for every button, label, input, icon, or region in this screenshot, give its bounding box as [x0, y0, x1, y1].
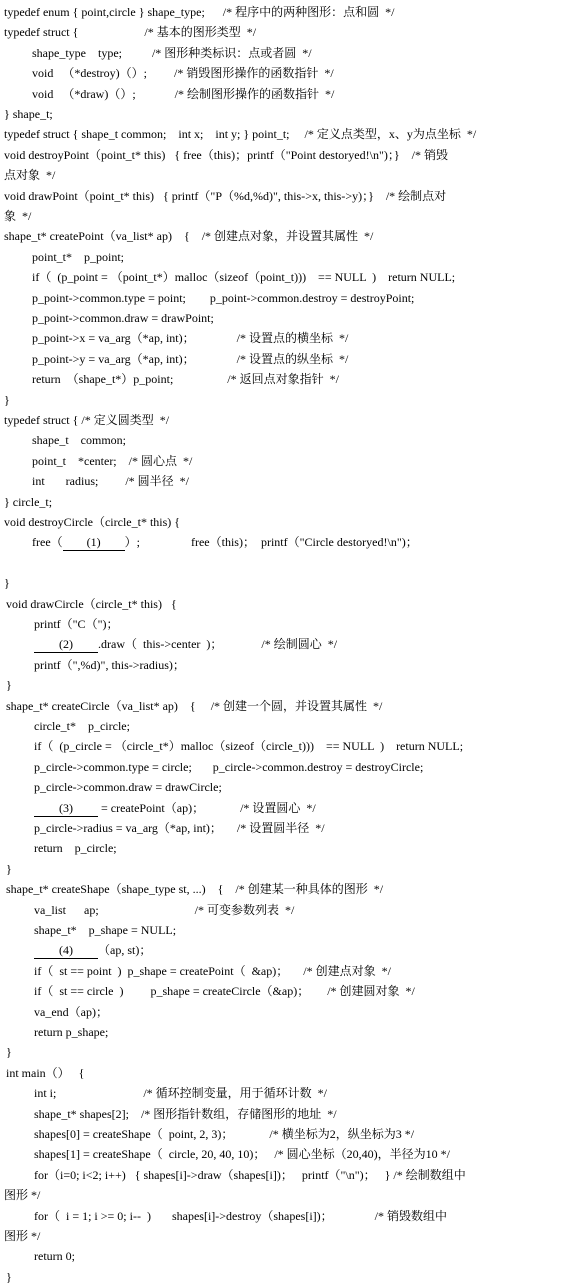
code-line — [0, 634, 568, 654]
code-text: typedef struct { /* 基本的图形类型 */ — [4, 25, 257, 40]
code-line — [0, 818, 568, 838]
code-line — [0, 675, 568, 695]
code-text: } — [6, 1045, 12, 1060]
code-text: for（i=0; i<2; i++) { shapes[i]->draw（shapes[i])； printf（"\n")； } /* 绘制数组中 — [34, 1167, 466, 1182]
code-text: p_point->y = va_arg（*ap, int)； /* 设置点的纵坐标 */ — [32, 351, 349, 366]
code-text: printf（"C（")； — [34, 617, 119, 631]
code-text: p_circle->common.draw = drawCircle; — [34, 780, 222, 795]
code-line — [0, 451, 568, 471]
code-line — [0, 308, 568, 328]
code-text: shape_t* createCircle（va_list* ap) { /* 创建一个圆，并设置其属性 */ — [6, 698, 383, 713]
code-text: return p_circle; — [34, 841, 117, 856]
code-line — [0, 1124, 568, 1144]
code-text: = createPoint（ap)； /* 设置圆心 */ — [98, 800, 316, 815]
code-text: void drawPoint（point_t* this) { printf（"P（%d,%d)", this->x, this->y)；} /* 绘制点对 — [4, 188, 447, 203]
code-line — [0, 492, 568, 512]
code-line — [0, 757, 568, 777]
code-line — [0, 553, 568, 573]
code-line — [0, 614, 568, 634]
code-line — [0, 186, 568, 206]
code-text: int i; /* 循环控制变量，用于循环计数 */ — [34, 1086, 328, 1101]
code-line — [0, 655, 568, 675]
code-line — [0, 267, 568, 287]
code-text: 点对象 */ — [4, 168, 56, 183]
code-line — [0, 43, 568, 63]
code-text: p_point->common.draw = drawPoint; — [32, 311, 214, 325]
code-text: point_t *center; /* 圆心点 */ — [32, 453, 193, 468]
code-line — [0, 838, 568, 858]
code-text: p_point->x = va_arg（*ap, int)； /* 设置点的横坐标 */ — [32, 331, 349, 346]
code-line — [0, 390, 568, 410]
code-line — [0, 1104, 568, 1124]
code-line — [0, 328, 568, 348]
code-text: int radius; /* 圆半径 */ — [32, 474, 189, 489]
code-line — [0, 288, 568, 308]
code-text: printf（",%d)", this->radius)； — [34, 657, 185, 672]
code-text: return 0; — [34, 1249, 75, 1264]
code-line — [0, 22, 568, 42]
code-line — [0, 1165, 568, 1185]
code-line — [0, 920, 568, 940]
code-text: } — [6, 678, 12, 693]
answer-blank: (3) — [34, 801, 98, 817]
code-line — [0, 2, 568, 22]
code-line — [0, 369, 568, 389]
code-line — [0, 879, 568, 899]
code-text: if（ st == point ) p_shape = createPoint（ &ap)； /* 创建点对象 */ — [34, 963, 391, 978]
code-text: free（ — [32, 535, 63, 550]
code-line — [0, 1206, 568, 1226]
code-text: } — [6, 861, 12, 876]
code-line — [0, 206, 568, 226]
code-line — [0, 1042, 568, 1062]
code-line — [0, 471, 568, 491]
code-text: 图形 */ — [4, 1188, 41, 1203]
code-line — [0, 859, 568, 879]
code-text: } — [4, 576, 10, 591]
code-text: shape_t common; — [32, 433, 126, 448]
code-line — [0, 1144, 568, 1164]
code-line — [0, 1267, 568, 1287]
code-line — [0, 777, 568, 797]
code-text: p_circle->common.type = circle; p_circle->common.destroy = destroyCircle; — [34, 759, 424, 774]
code-text: .draw（ this->center )； /* 绘制圆心 */ — [98, 637, 338, 652]
code-text: void destroyPoint（point_t* this) { free（this)；printf（"Point destoryed!\n")；} /* 销毁 — [4, 147, 448, 162]
code-text: } circle_t; — [4, 494, 53, 509]
code-text: p_point->common.type = point; p_point->common.destroy = destroyPoint; — [32, 290, 415, 305]
answer-blank: (2) — [34, 637, 98, 653]
code-line — [0, 594, 568, 614]
code-text: （ap, st)； — [98, 943, 152, 958]
code-text: typedef struct { shape_t common; int x; int y; } point_t; /* 定义点类型，x、y为点坐标 */ — [4, 127, 477, 142]
code-text: } shape_t; — [4, 107, 53, 121]
code-text: return （shape_t*）p_point; /* 返回点对象指针 */ — [32, 372, 339, 387]
code-text: shape_t* createShape（shape_type st, ...) { /* 创建某一种具体的图形 */ — [6, 882, 384, 897]
code-line — [0, 247, 568, 267]
code-text: va_list ap; /* 可变参数列表 */ — [34, 902, 295, 917]
code-line — [0, 981, 568, 1001]
code-line — [0, 145, 568, 165]
code-text: shape_t* createPoint（va_list* ap) { /* 创建点对象，并设置其属性 */ — [4, 229, 374, 244]
code-text: void （*destroy)（）; /* 销毁图形操作的函数指针 */ — [32, 66, 334, 81]
answer-blank: (1) — [63, 535, 125, 551]
code-text: point_t* p_point; — [32, 249, 125, 264]
code-text: } — [6, 1269, 12, 1284]
code-text: 象 */ — [4, 209, 32, 223]
code-text: void destroyCircle（circle_t* this) { — [4, 515, 181, 529]
code-text: typedef enum { point,circle } shape_type; /* 程序中的两种图形：点和圆 */ — [4, 5, 395, 19]
code-text: void （*draw)（）; /* 绘制图形操作的函数指针 */ — [32, 86, 335, 101]
code-text: va_end（ap)； — [34, 1004, 108, 1019]
code-line — [0, 940, 568, 960]
code-line — [0, 1002, 568, 1022]
code-text: circle_t* p_circle; — [34, 719, 130, 733]
code-line — [0, 798, 568, 818]
code-line — [0, 1083, 568, 1103]
code-line — [0, 1185, 568, 1205]
code-line — [0, 1063, 568, 1083]
code-text: shape_t* p_shape = NULL; — [34, 923, 177, 937]
code-text: p_circle->radius = va_arg（*ap, int)； /* 设置圆半径 */ — [34, 821, 325, 835]
answer-blank: (4) — [34, 943, 98, 959]
code-text: return p_shape; — [34, 1025, 109, 1039]
code-text: ）; free（this)； printf（"Circle destoryed!\n")； — [124, 535, 418, 550]
code-line — [0, 716, 568, 736]
code-text: for（ i = 1; i >= 0; i-- ) shapes[i]->destroy（shapes[i])； /* 销毁数组中 — [34, 1208, 448, 1223]
code-line — [0, 1246, 568, 1266]
code-text: 图形 */ — [4, 1229, 41, 1243]
code-text: int main（） { — [6, 1065, 85, 1080]
code-line — [0, 410, 568, 430]
code-line — [0, 573, 568, 593]
code-text: shapes[0] = createShape（ point, 2, 3)； /* 横坐标为2，纵坐标为3 */ — [34, 1127, 415, 1141]
code-line — [0, 63, 568, 83]
code-text: shape_t* shapes[2]; /* 图形指针数组，存储图形的地址 */ — [34, 1106, 337, 1121]
code-line — [0, 349, 568, 369]
code-text: void drawCircle（circle_t* this) { — [6, 596, 177, 611]
code-text: shapes[1] = createShape（ circle, 20, 40, 10)； /* 圆心坐标（20,40)，半径为10 */ — [34, 1147, 451, 1162]
code-line — [0, 84, 568, 104]
code-text: if（ (p_point = （point_t*）malloc（sizeof（point_t))) == NULL ) return NULL; — [32, 270, 456, 285]
code-text: if（ (p_circle = （circle_t*）malloc（sizeof（circle_t))) == NULL ) return NULL; — [34, 739, 464, 754]
code-line — [0, 165, 568, 185]
code-line — [0, 104, 568, 124]
code-text: } — [4, 392, 10, 407]
code-line — [0, 1022, 568, 1042]
code-text: if（ st == circle ) p_shape = createCircle（&ap)； /* 创建圆对象 */ — [34, 984, 415, 999]
code-text: typedef struct { /* 定义圆类型 */ — [4, 413, 170, 427]
code-line — [0, 226, 568, 246]
code-line — [0, 961, 568, 981]
code-line — [0, 532, 568, 552]
code-text: shape_type type; /* 图形种类标识：点或者圆 */ — [32, 45, 312, 60]
code-line — [0, 512, 568, 532]
code-line — [0, 124, 568, 144]
code-line — [0, 736, 568, 756]
code-line — [0, 900, 568, 920]
code-line — [0, 430, 568, 450]
code-line — [0, 1226, 568, 1246]
code-line — [0, 696, 568, 716]
